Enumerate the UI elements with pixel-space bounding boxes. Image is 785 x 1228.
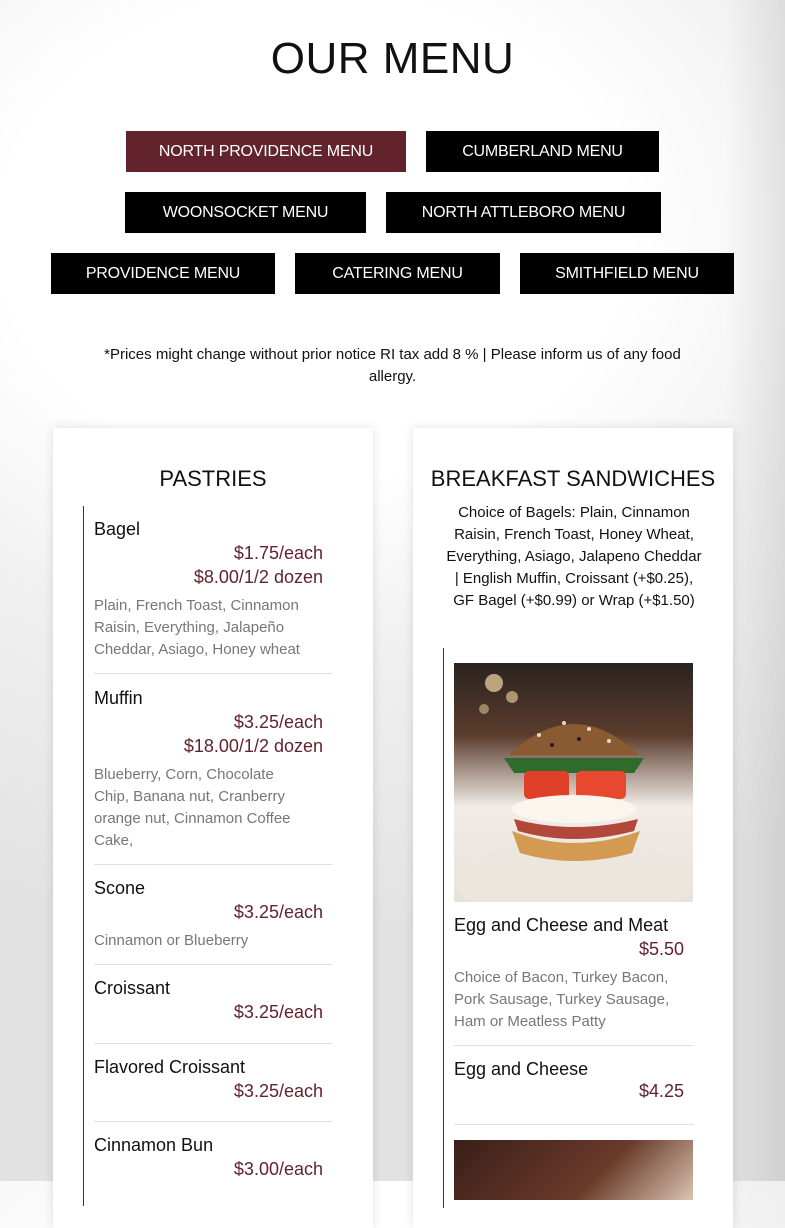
item-description: Choice of Bacon, Turkey Bacon, Pork Sausage, Turkey Sausage, Ham or Meatless Patty <box>454 969 670 1030</box>
item-divider <box>94 1043 333 1044</box>
menu-item-cinnamon-bun <box>94 1133 333 1181</box>
item-name: Muffin <box>94 688 143 708</box>
item-divider <box>454 1124 694 1125</box>
item-name: Egg and Cheese <box>454 1059 589 1079</box>
item-description: Blueberry, Corn, Chocolate Chip, Banana nut, Cranberry orange nut, Cinnamon Coffee Cake, <box>94 766 291 849</box>
menu-item-croissant <box>94 976 333 1024</box>
menu-button-woonsocket[interactable]: WOONSOCKET MENU <box>125 192 366 233</box>
menu-item-egg-cheese <box>454 1057 694 1103</box>
item-price: $3.00/each <box>233 1159 323 1179</box>
item-name: Flavored Croissant <box>94 1057 246 1077</box>
menu-button-north-attleboro[interactable]: NORTH ATTLEBORO MENU <box>386 192 661 233</box>
item-price: $4.25 <box>638 1081 684 1101</box>
pastries-title: PASTRIES <box>159 466 267 491</box>
item-price: $3.25/each <box>233 712 323 732</box>
pastries-rule <box>83 506 84 1206</box>
item-divider <box>94 1121 333 1122</box>
menu-button-north-providence[interactable]: NORTH PROVIDENCE MENU <box>126 131 406 172</box>
sandwich-photo <box>454 663 693 902</box>
page-title: OUR MENU <box>270 34 515 83</box>
item-name: Scone <box>94 878 146 898</box>
item-divider <box>94 964 333 965</box>
item-price: $1.75/each <box>233 543 323 563</box>
menu-button-cumberland[interactable]: CUMBERLAND MENU <box>426 131 659 172</box>
menu-item-bagel <box>94 517 333 661</box>
sandwich-illustration <box>454 663 693 902</box>
item-name: Egg and Cheese and Meat <box>454 915 669 935</box>
item-price: $8.00/1/2 dozen <box>193 567 323 587</box>
menu-item-flavored-croissant <box>94 1055 333 1103</box>
menu-button-providence[interactable]: PROVIDENCE MENU <box>51 253 275 294</box>
item-description: Cinnamon or Blueberry <box>94 932 249 949</box>
menu-item-scone <box>94 876 333 952</box>
breakfast-title: BREAKFAST SANDWICHES <box>430 466 716 491</box>
menu-item-egg-cheese-meat <box>454 913 694 1033</box>
price-notice: *Prices might change without prior notice RI tax add 8 % | Please inform us of any food allergy. <box>104 346 681 385</box>
item-name: Cinnamon Bun <box>94 1135 214 1155</box>
item-name: Bagel <box>94 519 141 539</box>
item-price: $3.25/each <box>233 1081 323 1101</box>
item-divider <box>94 673 333 674</box>
item-price: $5.50 <box>638 939 684 959</box>
item-divider <box>94 864 333 865</box>
menu-button-smithfield[interactable]: SMITHFIELD MENU <box>520 253 734 294</box>
sandwich-photo-2 <box>454 1140 693 1200</box>
background-shade <box>725 0 785 1181</box>
breakfast-rule <box>443 648 444 1208</box>
breakfast-description: Choice of Bagels: Plain, Cinnamon Raisin, French Toast, Honey Wheat, Everything, Asiago, Jalapeno Cheddar | English Muffin, Croissant (+$0.25), GF Bagel (+$0.99) or Wrap (+$1.50) <box>446 504 702 609</box>
menu-button-catering[interactable]: CATERING MENU <box>295 253 500 294</box>
item-name: Croissant <box>94 978 171 998</box>
item-price: $3.25/each <box>233 1002 323 1022</box>
item-price: $18.00/1/2 dozen <box>183 736 323 756</box>
menu-item-muffin <box>94 686 333 852</box>
item-description: Plain, French Toast, Cinnamon Raisin, Everything, Jalapeño Cheddar, Asiago, Honey wheat <box>94 597 300 658</box>
item-divider <box>454 1045 694 1046</box>
item-price: $3.25/each <box>233 902 323 922</box>
